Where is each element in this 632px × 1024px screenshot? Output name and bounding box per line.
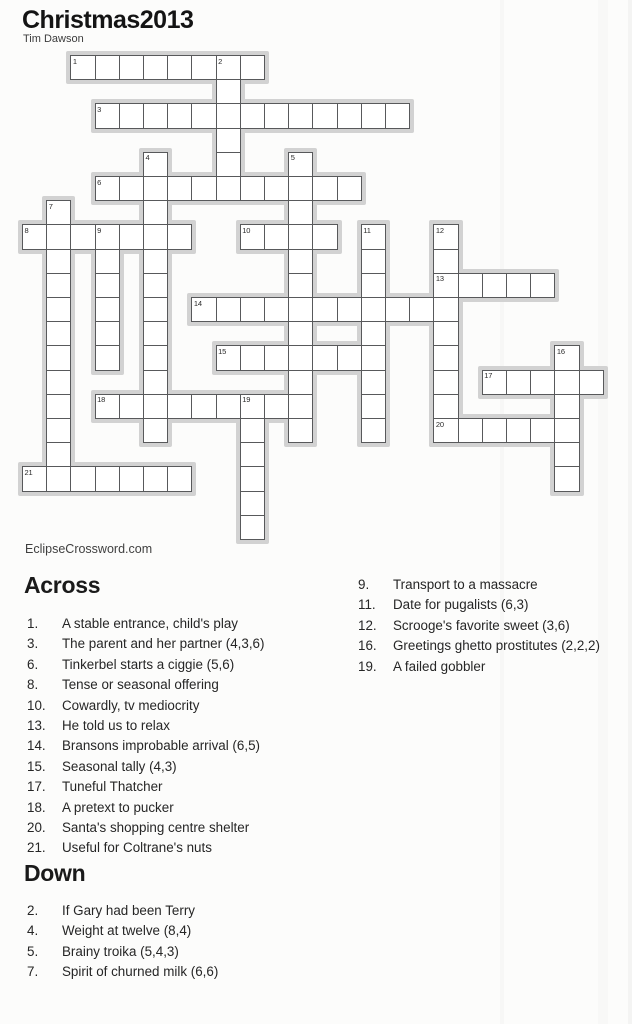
clue-text: The parent and her partner (4,3,6) [62, 636, 265, 652]
clue-number: 11. [358, 597, 376, 613]
grid-cell [554, 394, 579, 419]
clue-item [27, 718, 357, 738]
grid-cell [143, 224, 168, 249]
grid-cell [433, 418, 458, 443]
grid-cell [506, 370, 531, 395]
grid-cell [337, 297, 362, 322]
clue-text: Cowardly, tv mediocrity [62, 697, 200, 713]
grid-cell [433, 297, 458, 322]
grid-cell [167, 176, 192, 201]
grid-cell [433, 273, 458, 298]
grid-cell [361, 297, 386, 322]
grid-cell [70, 466, 95, 491]
grid-cell [506, 273, 531, 298]
grid-cell [191, 55, 216, 80]
clue-text: He told us to relax [62, 717, 170, 733]
clue-item [358, 577, 628, 597]
grid-cell [554, 442, 579, 467]
cell-number: 20 [435, 419, 444, 429]
grid-cell [458, 418, 483, 443]
clue-text: Transport to a massacre [393, 577, 538, 592]
grid-cell [264, 394, 289, 419]
clue-item [27, 616, 357, 636]
clue-text: Tinkerbel starts a ciggie (5,6) [62, 656, 235, 672]
clue-number: 2. [27, 903, 39, 918]
grid-cell [288, 418, 313, 443]
clue-number: 7. [27, 964, 39, 980]
grid-cell [95, 103, 120, 128]
grid-cell [361, 321, 386, 346]
grid-cell [22, 224, 47, 249]
grid-cell [337, 345, 362, 370]
grid-cell [240, 442, 265, 467]
grid-cell [361, 394, 386, 419]
down-clues-continued [358, 577, 628, 679]
grid-cell [167, 466, 192, 491]
clue-text: Useful for Coltrane's nuts [62, 840, 212, 856]
grid-cell [385, 297, 410, 322]
grid-cell [240, 176, 265, 201]
clue-text: Weight at twelve (8,4) [62, 923, 192, 939]
grid-cell [143, 370, 168, 395]
clue-number: 12. [358, 617, 377, 633]
grid-cell [506, 418, 531, 443]
grid-cell [95, 466, 120, 491]
grid-cell [143, 394, 168, 419]
grid-cell [216, 176, 241, 201]
clue-text: Spirit of churned milk (6,6) [62, 964, 219, 980]
grid-cell [433, 370, 458, 395]
cell-number: 16 [556, 346, 565, 356]
clue-number: 13. [27, 717, 46, 733]
grid-cell [240, 491, 265, 516]
grid-cell [433, 249, 458, 274]
grid-cell [143, 466, 168, 491]
grid-cell [530, 370, 555, 395]
grid-cell [46, 224, 71, 249]
grid-cell [143, 152, 168, 177]
cell-number: 1 [72, 56, 77, 66]
down-clues [27, 903, 357, 985]
clue-number: 15. [27, 758, 46, 774]
clue-item [27, 636, 357, 656]
grid-cell [119, 394, 144, 419]
grid-cell [46, 321, 71, 346]
grid-cell [264, 297, 289, 322]
grid-cell [288, 152, 313, 177]
clue-number: 1. [27, 616, 39, 631]
grid-cell [361, 418, 386, 443]
clue-number: 10. [27, 697, 46, 713]
clue-number: 6. [27, 656, 39, 672]
cell-number: 7 [48, 201, 53, 211]
grid-cell [119, 103, 144, 128]
grid-cell [167, 103, 192, 128]
cell-number: 4 [145, 153, 150, 163]
grid-cell [288, 394, 313, 419]
grid-cell [46, 297, 71, 322]
grid-cell [240, 224, 265, 249]
grid-cell [143, 103, 168, 128]
grid-cell [433, 394, 458, 419]
grid-cell [70, 224, 95, 249]
clue-number: 9. [358, 577, 370, 592]
grid-cell [216, 79, 241, 104]
cell-number: 12 [435, 225, 444, 235]
grid-cell [216, 128, 241, 153]
grid-cell [167, 224, 192, 249]
grid-cell [143, 345, 168, 370]
grid-cell [530, 273, 555, 298]
grid-cell [433, 345, 458, 370]
grid-cell [361, 273, 386, 298]
clue-text: A failed gobbler [393, 658, 486, 674]
grid-cell [95, 273, 120, 298]
clue-item [27, 698, 357, 718]
grid-cell [95, 55, 120, 80]
clue-item [27, 840, 357, 860]
grid-cell [312, 176, 337, 201]
grid-cell [46, 418, 71, 443]
grid-cell [482, 370, 507, 395]
clue-item [27, 738, 357, 758]
grid-cell [433, 224, 458, 249]
grid-cell [240, 345, 265, 370]
grid-cell [409, 297, 434, 322]
clue-number: 19. [358, 658, 377, 674]
grid-cell [191, 176, 216, 201]
grid-cell [70, 55, 95, 80]
clue-text: Tuneful Thatcher [62, 779, 163, 795]
grid-cell [264, 176, 289, 201]
clue-text: Santa's shopping centre shelter [62, 819, 250, 835]
author-byline: Tim Dawson [23, 33, 84, 45]
grid-cell [288, 297, 313, 322]
clue-item [27, 903, 357, 923]
clue-item [358, 638, 628, 658]
cell-number: 6 [97, 177, 102, 187]
grid-cell [337, 103, 362, 128]
cell-number: 2 [218, 56, 223, 66]
grid-cell [167, 394, 192, 419]
grid-cell [95, 297, 120, 322]
grid-cell [46, 442, 71, 467]
grid-cell [216, 345, 241, 370]
grid-cell [22, 466, 47, 491]
grid-cell [216, 394, 241, 419]
clue-item [27, 677, 357, 697]
grid-cell [312, 224, 337, 249]
cell-number: 19 [242, 395, 251, 405]
cell-number: 21 [24, 467, 33, 477]
grid-cell [264, 345, 289, 370]
grid-cell [216, 152, 241, 177]
crossword-credit: EclipseCrossword.com [25, 542, 153, 556]
clue-text: Bransons improbable arrival (6,5) [62, 738, 260, 754]
clue-item [27, 800, 357, 820]
grid-cell [240, 515, 265, 540]
grid-cell [554, 370, 579, 395]
grid-cell [46, 200, 71, 225]
grid-cell [143, 418, 168, 443]
grid-cell [530, 418, 555, 443]
clue-text: Seasonal tally (4,3) [62, 758, 177, 774]
grid-cell [288, 103, 313, 128]
clue-item [27, 779, 357, 799]
grid-cell [482, 418, 507, 443]
grid-cell [46, 345, 71, 370]
grid-cell [46, 249, 71, 274]
grid-cell [119, 224, 144, 249]
clue-number: 14. [27, 738, 46, 754]
cell-number: 9 [97, 225, 102, 235]
grid-cell [312, 345, 337, 370]
grid-cell [143, 200, 168, 225]
grid-cell [191, 103, 216, 128]
clue-number: 5. [27, 943, 39, 959]
grid-cell [167, 55, 192, 80]
grid-cell [361, 345, 386, 370]
grid-cell [240, 55, 265, 80]
clue-item [358, 618, 628, 638]
across-clues [27, 616, 357, 861]
grid-cell [95, 345, 120, 370]
clue-number: 17. [27, 779, 46, 795]
grid-cell [288, 224, 313, 249]
grid-cell [337, 176, 362, 201]
grid-cell [288, 273, 313, 298]
page-title: Christmas2013 [22, 6, 194, 34]
cell-number: 5 [290, 153, 295, 163]
grid-cell [143, 297, 168, 322]
grid-cell [240, 394, 265, 419]
clue-text: A pretext to pucker [62, 799, 174, 815]
cell-number: 3 [97, 104, 102, 114]
grid-cell [361, 370, 386, 395]
clue-text: If Gary had been Terry [62, 903, 195, 918]
cell-number: 15 [218, 346, 227, 356]
clue-number: 16. [358, 638, 377, 654]
cell-number: 8 [24, 225, 29, 235]
grid-cell [554, 418, 579, 443]
clue-text: Scrooge's favorite sweet (3,6) [393, 617, 570, 633]
clue-number: 4. [27, 923, 39, 939]
grid-cell [361, 224, 386, 249]
grid-cell [216, 55, 241, 80]
grid-cell [143, 249, 168, 274]
cell-number: 14 [193, 298, 202, 308]
grid-cell [458, 273, 483, 298]
grid-cell [264, 224, 289, 249]
grid-cell [46, 466, 71, 491]
clue-item [27, 657, 357, 677]
grid-cell [216, 297, 241, 322]
grid-cell [554, 345, 579, 370]
clue-item [27, 759, 357, 779]
across-heading: Across [24, 572, 101, 598]
clue-item [27, 964, 357, 984]
grid-cell [312, 297, 337, 322]
grid-cell [361, 103, 386, 128]
grid-cell [95, 176, 120, 201]
cell-number: 11 [363, 225, 371, 235]
grid-cell [95, 321, 120, 346]
grid-cell [191, 297, 216, 322]
grid-cell [46, 273, 71, 298]
clue-item [358, 659, 628, 679]
grid-cell [119, 55, 144, 80]
grid-cell [119, 176, 144, 201]
clue-number: 21. [27, 840, 46, 856]
clue-number: 20. [27, 819, 46, 835]
grid-cell [385, 103, 410, 128]
grid-cell [288, 249, 313, 274]
grid-cell [143, 321, 168, 346]
clue-text: Tense or seasonal offering [62, 677, 219, 693]
grid-cell [143, 55, 168, 80]
cell-number: 13 [435, 274, 444, 284]
grid-cell [143, 273, 168, 298]
cell-number: 18 [97, 395, 106, 405]
grid-cell [216, 103, 241, 128]
grid-cell [579, 370, 604, 395]
clue-item [358, 597, 628, 617]
grid-cell [433, 321, 458, 346]
clue-text: Greetings ghetto prostitutes (2,2,2) [393, 638, 600, 654]
grid-cell [288, 321, 313, 346]
clue-text: Brainy troika (5,4,3) [62, 943, 179, 959]
grid-cell [191, 394, 216, 419]
grid-cell [312, 103, 337, 128]
grid-cell [361, 249, 386, 274]
clue-number: 3. [27, 636, 39, 652]
grid-cell [240, 418, 265, 443]
grid-cell [95, 224, 120, 249]
grid-cell [482, 273, 507, 298]
grid-cell [46, 394, 71, 419]
grid-cell [119, 466, 144, 491]
grid-cell [288, 370, 313, 395]
grid-cell [288, 176, 313, 201]
grid-cell [554, 466, 579, 491]
grid-cell [240, 103, 265, 128]
grid-cell [288, 200, 313, 225]
grid-cell [240, 297, 265, 322]
grid-cell [95, 394, 120, 419]
clue-item [27, 820, 357, 840]
clue-text: A stable entrance, child's play [62, 616, 238, 631]
grid-cell [240, 466, 265, 491]
grid-cell [46, 370, 71, 395]
clue-text: Date for pugalists (6,3) [393, 597, 529, 613]
down-heading: Down [24, 860, 86, 886]
grid-cell [143, 176, 168, 201]
clue-number: 8. [27, 677, 39, 693]
grid-cell [95, 249, 120, 274]
clue-number: 18. [27, 799, 46, 815]
clue-item [27, 923, 357, 943]
clue-item [27, 944, 357, 964]
grid-cell [264, 103, 289, 128]
cell-number: 10 [242, 225, 251, 235]
cell-number: 17 [484, 371, 493, 381]
grid-cell [288, 345, 313, 370]
